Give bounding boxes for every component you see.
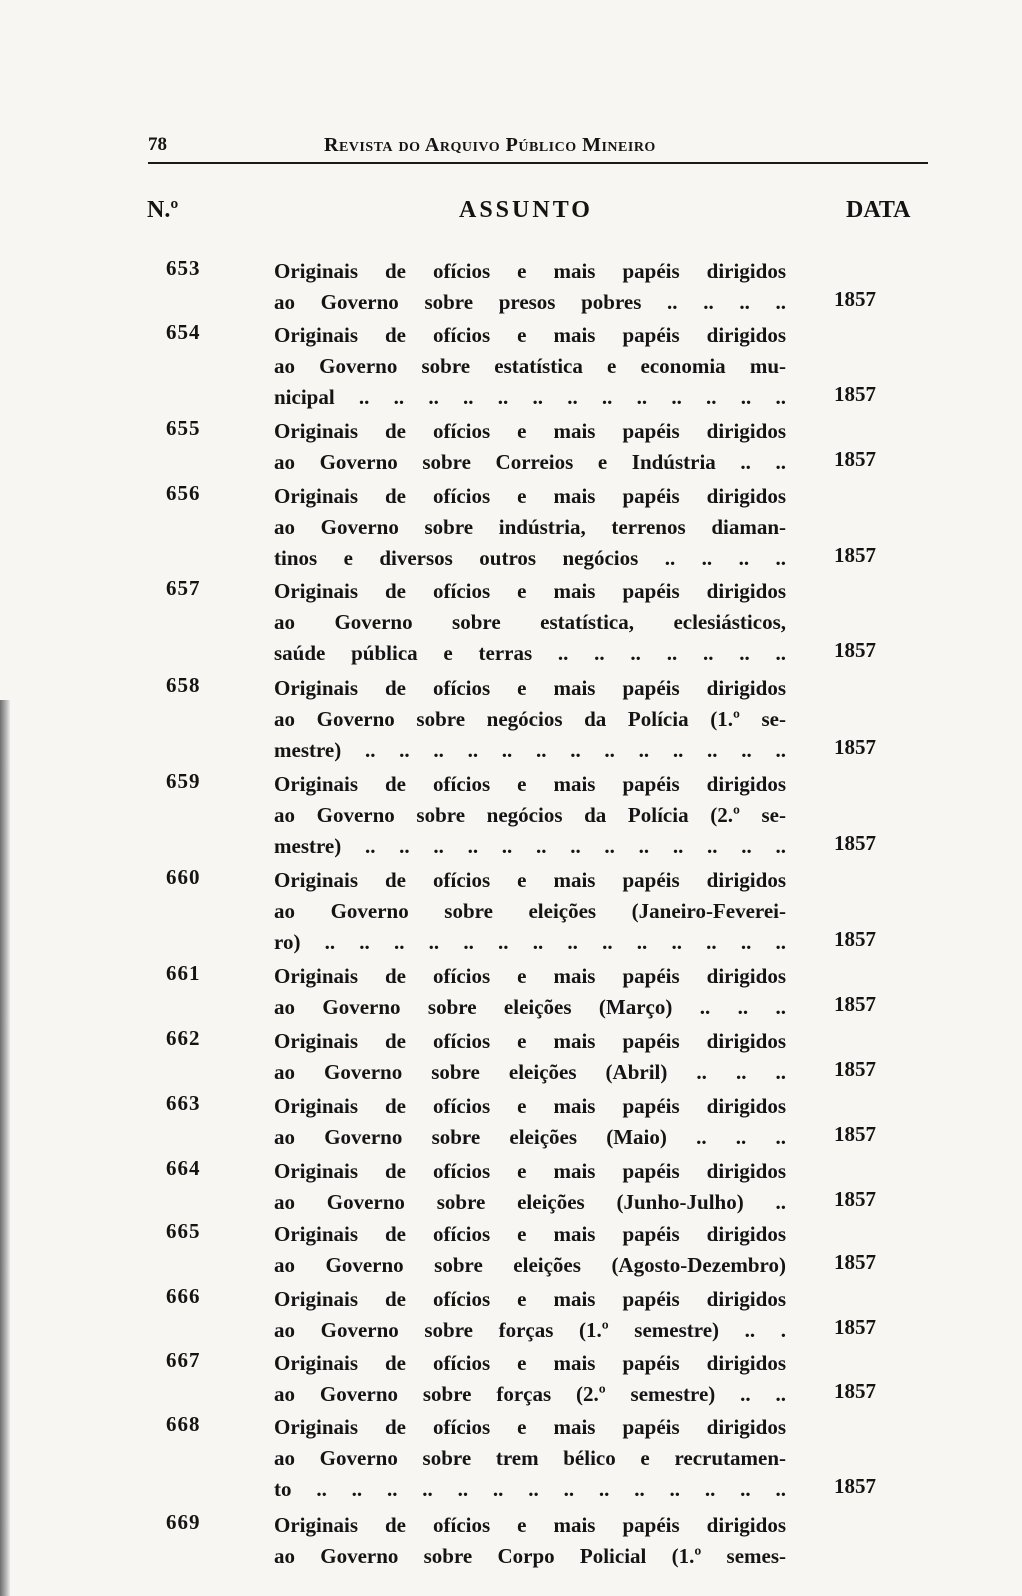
entry-subject-line: ao Governo sobre presos pobres .. .. .. .. <box>274 290 786 314</box>
entry-subject <box>274 961 786 1023</box>
entry-subject-line: Originais de ofícios e mais papéis dirigidos <box>274 676 786 700</box>
entry-subject-line: ao Governo sobre eleições (Agosto-Dezembro) <box>274 1253 786 1277</box>
entry-subject-line: ao Governo sobre forças (2.º semestre) .. .. <box>274 1382 786 1406</box>
entry-subject-line: ao Governo sobre forças (1.º semestre) .. . <box>274 1318 786 1342</box>
entry-subject-line: ao Governo sobre eleições (Março) .. .. .. <box>274 995 786 1019</box>
entry-subject <box>274 1412 786 1505</box>
entry-subject-line: tinos e diversos outros negócios .. .. .. .. <box>274 546 786 570</box>
page-binding-shadow <box>0 700 10 1596</box>
entry-subject-line: Originais de ofícios e mais papéis dirigidos <box>274 419 786 443</box>
entry-date: 1857 <box>834 992 876 1016</box>
entry-number: 665 <box>166 1219 201 1243</box>
entry-subject-line: Originais de ofícios e mais papéis dirigidos <box>274 1513 786 1537</box>
entry-date: 1857 <box>834 1057 876 1081</box>
entry-subject-line: Originais de ofícios e mais papéis dirigidos <box>274 323 786 347</box>
entry-date: 1857 <box>834 1379 876 1403</box>
entry-subject-line: Originais de ofícios e mais papéis dirigidos <box>274 579 786 603</box>
entry-number: 669 <box>166 1510 201 1534</box>
entry-subject-line: Originais de ofícios e mais papéis dirigidos <box>274 1222 786 1246</box>
entry-date: 1857 <box>834 638 876 662</box>
entry-date: 1857 <box>834 927 876 951</box>
entry-number: 661 <box>166 961 201 985</box>
journal-title: Revista do Arquivo Público Mineiro <box>324 134 656 156</box>
running-header <box>148 134 928 166</box>
entry-subject-line: Originais de ofícios e mais papéis dirigidos <box>274 1415 786 1439</box>
column-header-date: DATA <box>846 197 911 223</box>
entry-subject-line: ao Governo sobre eleições (Janeiro-Feverei- <box>274 899 786 923</box>
entry-subject <box>274 1091 786 1153</box>
entry-number: 657 <box>166 576 201 600</box>
entry-date: 1857 <box>834 447 876 471</box>
entry-date: 1857 <box>834 382 876 406</box>
entry-number: 653 <box>166 256 201 280</box>
entry-subject-line: to .. .. .. .. .. .. .. .. .. .. .. .. .. .. <box>274 1477 786 1501</box>
entry-date: 1857 <box>834 1122 876 1146</box>
entry-number: 660 <box>166 865 201 889</box>
entry-date: 1857 <box>834 1315 876 1339</box>
entry-number: 662 <box>166 1026 201 1050</box>
entry-subject-line: ao Governo sobre Corpo Policial (1.º semes- <box>274 1544 786 1568</box>
entry-number: 658 <box>166 673 201 697</box>
entry-date: 1857 <box>834 1250 876 1274</box>
entry-subject-line: ao Governo sobre estatística e economia mu- <box>274 354 786 378</box>
entry-subject-line: ao Governo sobre eleições (Junho-Julho) .. <box>274 1190 786 1214</box>
entry-date: 1857 <box>834 287 876 311</box>
entry-subject-line: ao Governo sobre eleições (Maio) .. .. .. <box>274 1125 786 1149</box>
entry-subject-line: nicipal .. .. .. .. .. .. .. .. .. .. .. .. .. <box>274 385 786 409</box>
entry-number: 666 <box>166 1284 201 1308</box>
column-header-number: N.º <box>147 197 179 223</box>
entry-subject-line: Originais de ofícios e mais papéis dirigidos <box>274 1287 786 1311</box>
entry-subject-line: Originais de ofícios e mais papéis dirigidos <box>274 1029 786 1053</box>
entry-date: 1857 <box>834 831 876 855</box>
entry-subject-line: Originais de ofícios e mais papéis dirigidos <box>274 484 786 508</box>
entry-subject-line: ao Governo sobre trem bélico e recrutamen- <box>274 1446 786 1470</box>
entry-number: 664 <box>166 1156 201 1180</box>
entry-subject <box>274 1219 786 1281</box>
entry-date: 1857 <box>834 543 876 567</box>
entry-subject <box>274 769 786 862</box>
entry-subject <box>274 673 786 766</box>
entry-number: 655 <box>166 416 201 440</box>
entry-subject <box>274 1510 786 1572</box>
entry-number: 667 <box>166 1348 201 1372</box>
entry-subject <box>274 1156 786 1218</box>
entry-number: 659 <box>166 769 201 793</box>
entry-subject-line: Originais de ofícios e mais papéis dirigidos <box>274 1159 786 1183</box>
entry-subject <box>274 481 786 574</box>
entry-subject <box>274 1348 786 1410</box>
entry-subject-line: saúde pública e terras .. .. .. .. .. .. .. <box>274 641 786 665</box>
entry-subject-line: mestre) .. .. .. .. .. .. .. .. .. .. .. .. .. <box>274 834 786 858</box>
entry-subject <box>274 1026 786 1088</box>
entry-subject-line: Originais de ofícios e mais papéis dirigidos <box>274 868 786 892</box>
entry-number: 668 <box>166 1412 201 1436</box>
header-rule <box>148 162 928 164</box>
entry-subject-line: ao Governo sobre negócios da Polícia (2.º se- <box>274 803 786 827</box>
entry-subject-line: ao Governo sobre indústria, terrenos diaman- <box>274 515 786 539</box>
entry-number: 656 <box>166 481 201 505</box>
entry-subject <box>274 416 786 478</box>
entry-subject-line: Originais de ofícios e mais papéis dirigidos <box>274 964 786 988</box>
entry-number: 663 <box>166 1091 201 1115</box>
entry-date: 1857 <box>834 1187 876 1211</box>
entry-subject-line: ao Governo sobre estatística, eclesiásticos, <box>274 610 786 634</box>
page-number: 78 <box>148 134 167 155</box>
entry-date: 1857 <box>834 1474 876 1498</box>
entry-subject-line: mestre) .. .. .. .. .. .. .. .. .. .. .. .. .. <box>274 738 786 762</box>
entry-subject <box>274 865 786 958</box>
entry-subject-line: Originais de ofícios e mais papéis dirigidos <box>274 259 786 283</box>
entry-subject-line: ro) .. .. .. .. .. .. .. .. .. .. .. .. .. .. <box>274 930 786 954</box>
entry-subject-line: ao Governo sobre negócios da Polícia (1.º se- <box>274 707 786 731</box>
entry-date: 1857 <box>834 735 876 759</box>
entry-subject-line: ao Governo sobre Correios e Indústria .. .. <box>274 450 786 474</box>
entry-subject <box>274 1284 786 1346</box>
column-header-subject: ASSUNTO <box>459 197 593 223</box>
entry-subject-line: Originais de ofícios e mais papéis dirigidos <box>274 1094 786 1118</box>
entry-subject-line: Originais de ofícios e mais papéis dirigidos <box>274 772 786 796</box>
entry-subject <box>274 576 786 669</box>
entry-number: 654 <box>166 320 201 344</box>
entry-subject-line: Originais de ofícios e mais papéis dirigidos <box>274 1351 786 1375</box>
entry-subject-line: ao Governo sobre eleições (Abril) .. .. .. <box>274 1060 786 1084</box>
entry-subject <box>274 256 786 318</box>
entry-subject <box>274 320 786 413</box>
